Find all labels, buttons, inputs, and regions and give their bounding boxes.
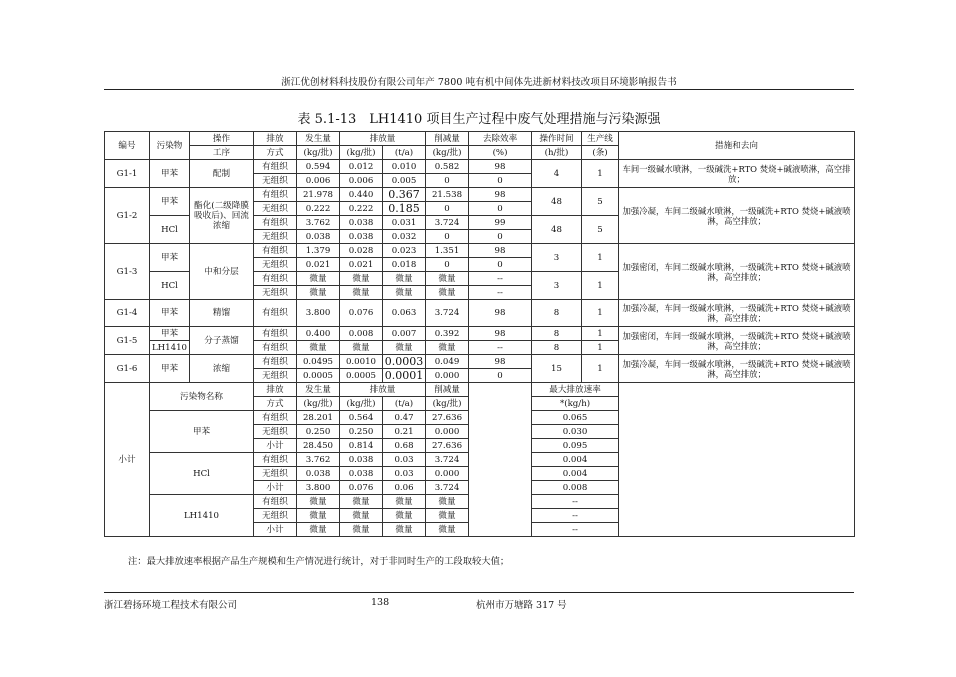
cell: 0	[469, 369, 532, 383]
summary-col-emit-year: (t/a)	[383, 397, 426, 411]
col-measure: 措施和去向	[619, 132, 855, 160]
cell: --	[469, 272, 532, 286]
cell: 微量	[297, 341, 340, 355]
cell: 0.250	[297, 425, 340, 439]
cell: 微量	[383, 341, 426, 355]
cell: 0.076	[340, 300, 383, 327]
row-measure: 加强冷凝，车间一级碱水喷淋，一级碱洗+RTO 焚烧+碱液喷淋，高空排放；	[619, 355, 855, 383]
row-line: 5	[582, 216, 619, 244]
summary-blank	[619, 383, 855, 537]
col-gen: 发生量	[297, 132, 340, 146]
cell: 有组织	[254, 327, 297, 341]
row-measure: 加强密闭，车间二级碱水喷淋，一级碱洗+RTO 焚烧+碱液喷淋，高空排放；	[619, 244, 855, 300]
summary-blank	[469, 383, 532, 537]
cell: 0.004	[532, 453, 619, 467]
row-line: 1	[582, 244, 619, 272]
summary-col-mode-sub: 方式	[254, 397, 297, 411]
cell: 98	[469, 355, 532, 369]
cell: 0	[469, 174, 532, 188]
table-note: 注：最大排放速率根据产品生产规模和生产情况进行统计，对于非同时生产的工段取较大值；	[128, 556, 510, 567]
row-pollutant: 甲苯	[150, 188, 190, 216]
cell: --	[469, 286, 532, 300]
cell: 微量	[340, 341, 383, 355]
cell: 0.250	[340, 425, 383, 439]
cell: 无组织	[254, 258, 297, 272]
cell: 0.68	[383, 439, 426, 453]
page-header: 浙江优创材料科技股份有限公司年产 7800 吨有机中间体先进新材料技改项目环境影响报告书	[281, 77, 677, 88]
row-time: 15	[532, 355, 582, 383]
footer-divider	[104, 592, 854, 593]
row-id: G1-3	[105, 244, 150, 300]
cell: 0.038	[340, 453, 383, 467]
cell: 98	[469, 160, 532, 174]
row-time: 4	[532, 160, 582, 188]
cell: --	[532, 523, 619, 537]
cell: 27.636	[426, 439, 469, 453]
cell: 0.038	[340, 216, 383, 230]
cell: 0.012	[340, 160, 383, 174]
col-emit: 排放量	[340, 132, 426, 146]
row-line: 1	[582, 160, 619, 188]
row-measure: 加强冷凝，车间二级碱水喷淋，一级碱洗+RTO 焚烧+碱液喷淋，高空排放；	[619, 188, 855, 244]
row-time: 8	[532, 341, 582, 355]
col-pollutant: 污染物	[150, 132, 190, 160]
cell: 小计	[254, 523, 297, 537]
row-measure: 加强密闭，车间一级碱水喷淋，一级碱洗+RTO 焚烧+碱液喷淋，高空排放；	[619, 327, 855, 355]
summary-pollutant: 甲苯	[150, 411, 254, 453]
cell: 0.021	[340, 258, 383, 272]
cell: 微量	[297, 509, 340, 523]
cell: 0.06	[383, 481, 426, 495]
cell: 3.762	[297, 453, 340, 467]
cell: 微量	[383, 286, 426, 300]
cell: 0.049	[426, 355, 469, 369]
cell: 0.038	[340, 230, 383, 244]
cell: 微量	[426, 341, 469, 355]
cell: 0.023	[383, 244, 426, 258]
cell: 0.594	[297, 160, 340, 174]
cell: 0.0003	[383, 355, 426, 369]
summary-col-gen-unit: (kg/批)	[297, 397, 340, 411]
col-line-unit: (条)	[582, 146, 619, 160]
cell: 0.185	[383, 202, 426, 216]
cell: 微量	[426, 272, 469, 286]
cell: 0.222	[297, 202, 340, 216]
cell: 0.47	[383, 411, 426, 425]
col-eff: 去除效率	[469, 132, 532, 146]
row-id: G1-5	[105, 327, 150, 355]
row-id: G1-2	[105, 188, 150, 244]
cell: 0.0010	[340, 355, 383, 369]
row-line: 1	[582, 341, 619, 355]
cell: 无组织	[254, 425, 297, 439]
cell: 28.450	[297, 439, 340, 453]
cell: 微量	[383, 495, 426, 509]
cell: 3.724	[426, 481, 469, 495]
cell: 0.0495	[297, 355, 340, 369]
col-mode: 排放	[254, 132, 297, 146]
table-row	[105, 188, 855, 202]
cell: 0.031	[383, 216, 426, 230]
summary-col-red-unit: (kg/批)	[426, 397, 469, 411]
summary-col-emit-batch: (kg/批)	[340, 397, 383, 411]
cell: 0.400	[297, 327, 340, 341]
cell: 微量	[340, 286, 383, 300]
cell: 0.008	[532, 481, 619, 495]
cell: 有组织	[254, 160, 297, 174]
cell: 无组织	[254, 202, 297, 216]
row-id: G1-1	[105, 160, 150, 188]
cell: 0.010	[383, 160, 426, 174]
cell: 0.564	[340, 411, 383, 425]
cell: 0.018	[383, 258, 426, 272]
cell: 3.724	[426, 216, 469, 230]
cell: 3.800	[297, 481, 340, 495]
cell: 0.038	[297, 467, 340, 481]
row-pollutant: LH1410	[150, 341, 190, 355]
cell: 0.03	[383, 467, 426, 481]
footer-company: 浙江碧扬环境工程技术有限公司	[104, 600, 238, 611]
col-emit-batch: (kg/批)	[340, 146, 383, 160]
cell: 有组织	[254, 341, 297, 355]
cell: 0.021	[297, 258, 340, 272]
cell: 有组织	[254, 355, 297, 369]
cell: 微量	[297, 495, 340, 509]
cell: 0.006	[297, 174, 340, 188]
cell: 有组织	[254, 453, 297, 467]
cell: 0.222	[340, 202, 383, 216]
cell: 微量	[426, 509, 469, 523]
cell: 0.007	[383, 327, 426, 341]
cell: 0.000	[426, 369, 469, 383]
summary-pollutant: HCl	[150, 453, 254, 495]
cell: 0	[426, 258, 469, 272]
cell: 微量	[340, 272, 383, 286]
row-line: 1	[582, 327, 619, 341]
cell: 有组织	[254, 244, 297, 258]
cell: 微量	[340, 509, 383, 523]
cell: 0.004	[532, 467, 619, 481]
row-pollutant: 甲苯	[150, 300, 190, 327]
col-gen-unit: (kg/批)	[297, 146, 340, 160]
summary-label: 小计	[105, 383, 150, 537]
cell: 0.032	[383, 230, 426, 244]
row-measure: 加强冷凝，车间一级碱水喷淋，一级碱洗+RTO 焚烧+碱液喷淋，高空排放；	[619, 300, 855, 327]
cell: 无组织	[254, 467, 297, 481]
row-op: 浓缩	[190, 355, 254, 383]
footer-address: 杭州市万塘路 317 号	[476, 600, 567, 611]
row-id: G1-6	[105, 355, 150, 383]
cell: --	[532, 509, 619, 523]
cell: 0.076	[340, 481, 383, 495]
cell: 98	[469, 188, 532, 202]
cell: 有组织	[254, 216, 297, 230]
summary-col-gen: 发生量	[297, 383, 340, 397]
cell: 0	[469, 258, 532, 272]
summary-col-emit: 排放量	[340, 383, 426, 397]
cell: 27.636	[426, 411, 469, 425]
col-mode-sub: 方式	[254, 146, 297, 160]
row-op: 精馏	[190, 300, 254, 327]
cell: 21.978	[297, 188, 340, 202]
col-time-unit: (h/批)	[532, 146, 582, 160]
cell: 0	[426, 174, 469, 188]
row-id: G1-4	[105, 300, 150, 327]
cell: 21.538	[426, 188, 469, 202]
row-pollutant: 甲苯	[150, 327, 190, 341]
cell: --	[469, 341, 532, 355]
cell: 无组织	[254, 286, 297, 300]
col-op-sub: 工序	[190, 146, 254, 160]
row-time: 3	[532, 244, 582, 272]
cell: 0	[469, 202, 532, 216]
cell: 3.800	[297, 300, 340, 327]
cell: 0.367	[383, 188, 426, 202]
summary-col-name: 污染物名称	[150, 383, 254, 411]
cell: 无组织	[254, 369, 297, 383]
cell: 0.065	[532, 411, 619, 425]
row-line: 1	[582, 300, 619, 327]
cell: 0.005	[383, 174, 426, 188]
cell: 0.440	[340, 188, 383, 202]
table-header-row	[105, 132, 855, 146]
row-time: 48	[532, 216, 582, 244]
cell: 微量	[383, 272, 426, 286]
cell: 0.095	[532, 439, 619, 453]
summary-col-mode: 排放	[254, 383, 297, 397]
cell: 微量	[297, 523, 340, 537]
cell: 1.351	[426, 244, 469, 258]
cell: 0.028	[340, 244, 383, 258]
cell: 有组织	[254, 300, 297, 327]
cell: 0.03	[383, 453, 426, 467]
cell: 0.000	[426, 425, 469, 439]
row-pollutant: HCl	[150, 216, 190, 244]
row-op: 配制	[190, 160, 254, 188]
summary-pollutant: LH1410	[150, 495, 254, 537]
cell: 0.063	[383, 300, 426, 327]
cell: 0.008	[340, 327, 383, 341]
row-op: 中和分层	[190, 244, 254, 300]
cell: 98	[469, 300, 532, 327]
cell: 微量	[426, 523, 469, 537]
row-op: 酯化(二级降膜吸收后)、回流浓缩	[190, 188, 254, 244]
table-row	[105, 355, 855, 369]
cell: 0.0005	[340, 369, 383, 383]
cell: 无组织	[254, 174, 297, 188]
row-time: 8	[532, 327, 582, 341]
cell: 微量	[340, 495, 383, 509]
cell: 微量	[383, 523, 426, 537]
summary-col-red: 削减量	[426, 383, 469, 397]
table-row	[105, 300, 855, 327]
cell: 微量	[426, 286, 469, 300]
table-row	[105, 160, 855, 174]
cell: 微量	[426, 495, 469, 509]
cell: 0.038	[340, 467, 383, 481]
header-divider	[104, 89, 854, 90]
summary-col-rate: 最大排放速率	[532, 383, 619, 397]
col-red-unit: (kg/批)	[426, 146, 469, 160]
cell: 微量	[383, 509, 426, 523]
col-no: 编号	[105, 132, 150, 160]
cell: 0	[426, 202, 469, 216]
row-time: 3	[532, 272, 582, 300]
cell: 0.038	[297, 230, 340, 244]
cell: 有组织	[254, 272, 297, 286]
col-op: 操作	[190, 132, 254, 146]
row-pollutant: HCl	[150, 272, 190, 300]
row-measure: 车间一级碱水喷淋，一级碱洗+RTO 焚烧+碱液喷淋，高空排放；	[619, 160, 855, 188]
row-time: 48	[532, 188, 582, 216]
page-number: 138	[371, 597, 390, 608]
table-title: 表 5.1-13 LH1410 项目生产过程中废气处理措施与污染源强	[297, 112, 661, 127]
col-red: 削减量	[426, 132, 469, 146]
cell: 0.582	[426, 160, 469, 174]
cell: 有组织	[254, 411, 297, 425]
cell: 0.0001	[383, 369, 426, 383]
cell: 0	[426, 230, 469, 244]
cell: 98	[469, 244, 532, 258]
row-line: 5	[582, 188, 619, 216]
row-op: 分子蒸馏	[190, 327, 254, 355]
col-eff-unit: (%)	[469, 146, 532, 160]
summary-col-rate-unit: *(kg/h)	[532, 397, 619, 411]
cell: 0.006	[340, 174, 383, 188]
col-emit-year: (t/a)	[383, 146, 426, 160]
cell: 0.21	[383, 425, 426, 439]
cell: 微量	[340, 523, 383, 537]
table-row	[105, 327, 855, 341]
emission-table	[104, 131, 855, 537]
cell: 微量	[297, 286, 340, 300]
cell: 0.814	[340, 439, 383, 453]
row-pollutant: 甲苯	[150, 244, 190, 272]
cell: 3.762	[297, 216, 340, 230]
cell: 小计	[254, 481, 297, 495]
row-pollutant: 甲苯	[150, 160, 190, 188]
cell: 99	[469, 216, 532, 230]
row-pollutant: 甲苯	[150, 355, 190, 383]
table-row	[105, 244, 855, 258]
summary-header-row	[105, 383, 855, 397]
cell: 小计	[254, 439, 297, 453]
cell: 有组织	[254, 188, 297, 202]
cell: 3.724	[426, 453, 469, 467]
cell: 有组织	[254, 495, 297, 509]
cell: 无组织	[254, 509, 297, 523]
cell: 无组织	[254, 230, 297, 244]
cell: 98	[469, 327, 532, 341]
cell: 0.030	[532, 425, 619, 439]
row-line: 1	[582, 272, 619, 300]
row-time: 8	[532, 300, 582, 327]
cell: 3.724	[426, 300, 469, 327]
cell: --	[532, 495, 619, 509]
col-line: 生产线	[582, 132, 619, 146]
cell: 0.392	[426, 327, 469, 341]
row-line: 1	[582, 355, 619, 383]
cell: 1.379	[297, 244, 340, 258]
col-time: 操作时间	[532, 132, 582, 146]
cell: 0	[469, 230, 532, 244]
cell: 0.000	[426, 467, 469, 481]
cell: 28.201	[297, 411, 340, 425]
cell: 微量	[297, 272, 340, 286]
cell: 0.0005	[297, 369, 340, 383]
